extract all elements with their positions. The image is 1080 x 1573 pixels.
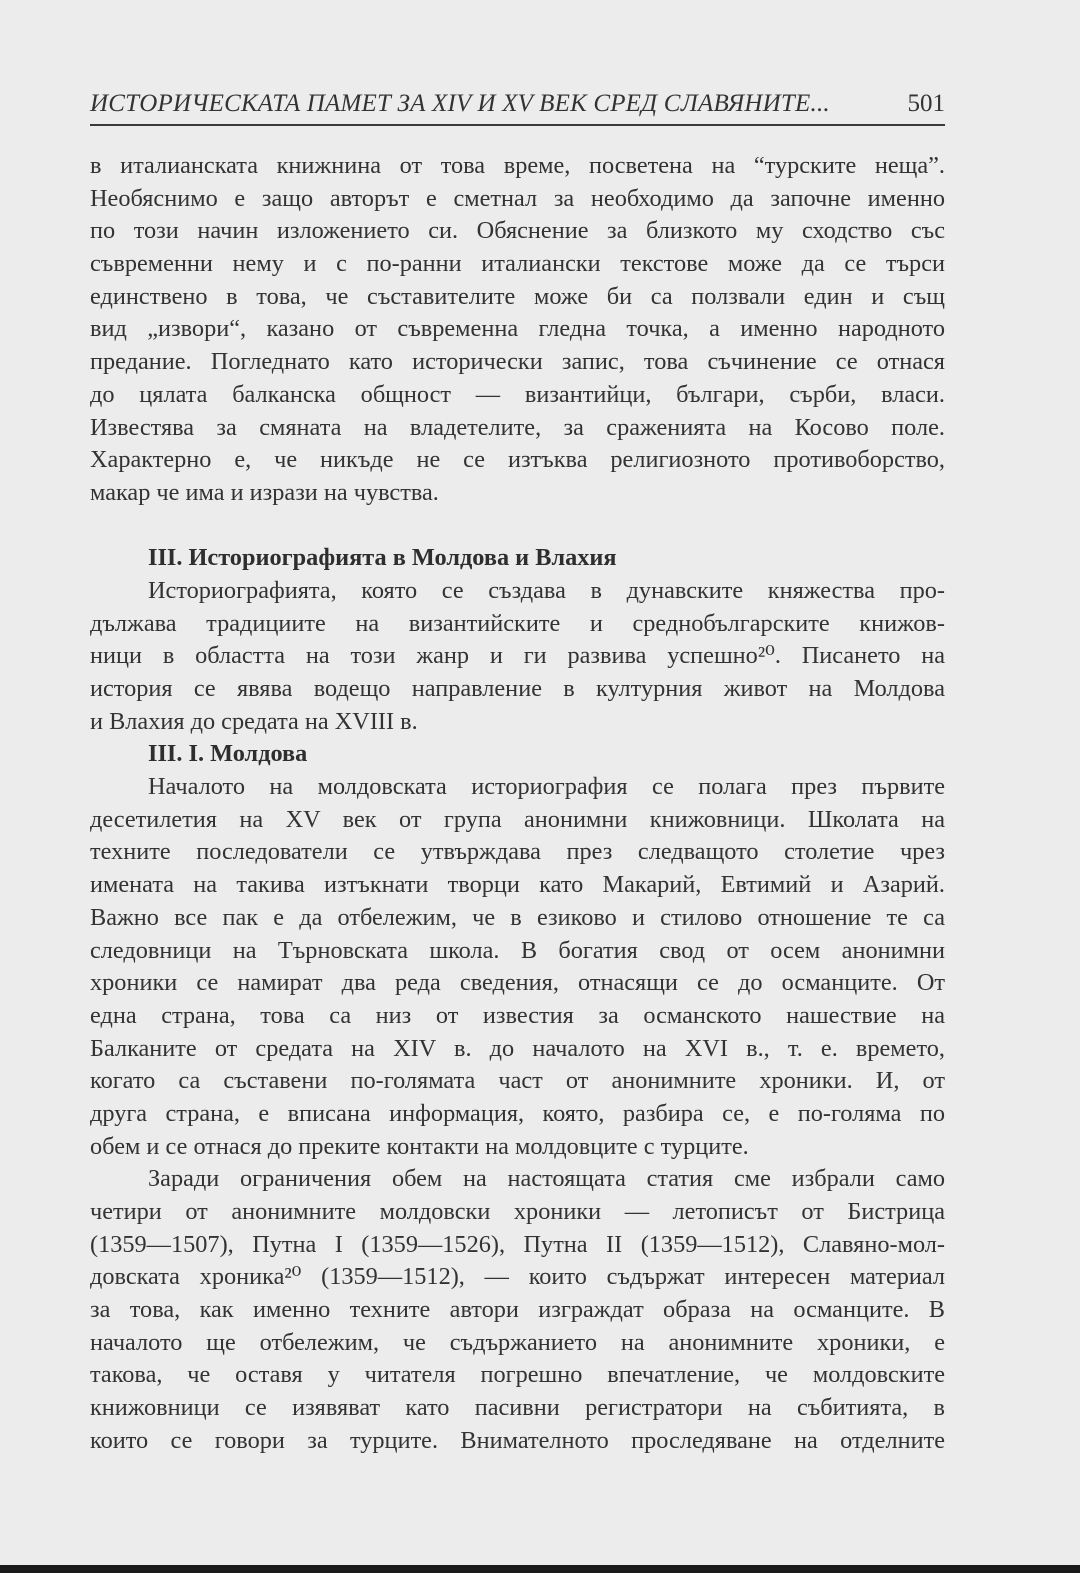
text-line: ници в областта на този жанр и ги развива успешно²⁰. Писането на [90, 642, 945, 670]
text-line: Известява за смяната на владетелите, за сраженията на Косово поле. [90, 413, 945, 441]
paragraph-4 [90, 1163, 945, 1457]
text-line: такова, че оставя у читателя погрешно впечатление, че молдовските [90, 1361, 945, 1389]
text-line: обем и се отнася до преките контакти на молдовците с турците. [90, 1132, 749, 1160]
text-line: Характерно е, че никъде не се изтъква религиозното противоборство, [90, 446, 945, 474]
paragraph-3 [90, 771, 945, 1163]
text-line: в италианската книжнина от това време, посветена на “турските неща”. [90, 152, 945, 179]
page-number: 501 [907, 90, 945, 117]
text-line: началото ще отбележим, че съдържанието на анонимните хроники, е [90, 1328, 945, 1356]
text-line: вид „извори“, казано от съвременна гледна точка, а именно народното [90, 315, 945, 343]
text-line: една страна, това са низ от известия за османското нашествие на [90, 1001, 945, 1029]
text-line: Заради ограничения обем на настоящата статия сме избрали само [148, 1165, 945, 1193]
paragraph-gap [90, 510, 945, 543]
text-line: дължава традициите на византийските и среднобългарските книжов- [90, 609, 945, 637]
text-line: Историографията, която се създава в дунавските княжества про- [148, 576, 945, 604]
text-line: хроники се намират два реда сведения, отнасящи се до османците. От [90, 969, 945, 997]
text-line: следовници на Търновската школа. В богатия свод от осем анонимни [90, 936, 945, 964]
text-line: (1359—1507), Путна I (1359—1526), Путна II (1359—1512), Славяно-мол- [90, 1230, 945, 1258]
text-line: история се явява водещо направление в културния живот на Молдова [90, 675, 945, 702]
text-line: и Влахия до средата на XVIII в. [90, 707, 418, 735]
paragraph-1 [90, 150, 945, 510]
text-line: четири от анонимните молдовски хроники — летописът от Бистрица [90, 1198, 945, 1225]
text-line: друга страна, е вписана информация, която, разбира се, е по-голяма по [90, 1099, 945, 1127]
text-line: книжовници се изявяват като пасивни регистратори на събитията, в [90, 1394, 945, 1422]
text-line: техните последователи се утвърждава през следващото столетие чрез [90, 838, 945, 866]
text-line: предание. Погледнато като исторически запис, това съчинение се отнася [90, 348, 945, 376]
text-line: до цялата балканска общност — византийци, българи, сърби, власи. [90, 380, 945, 408]
paragraph-2 [90, 575, 945, 738]
subsection-heading: III. I. Молдова [148, 740, 308, 768]
text-line: макар че има и изрази на чувства. [90, 478, 439, 506]
text-line: десетилетия на XV век от група анонимни книжовници. Школата на [90, 805, 945, 833]
running-title: ИСТОРИЧЕСКАТА ПАМЕТ ЗА XIV И XV ВЕК СРЕД СЛАВЯНИТЕ... [90, 90, 830, 117]
text-line: единствено в това, че съставителите може би са ползвали един и същ [90, 282, 945, 310]
page-body [90, 150, 945, 1458]
text-line: Важно все пак е да отбележим, че в езиково и стилово отношение те са [90, 903, 945, 931]
text-line: по този начин изложението си. Обяснение за близкото му сходство със [90, 217, 945, 245]
text-line: съвременни нему и с по-ранни италиански текстове може да се търси [90, 250, 945, 278]
running-header [90, 86, 945, 126]
text-line: които се говори за турците. Внимателното проследяване на отделните [90, 1426, 945, 1454]
section-heading: III. Историографията в Молдова и Влахия [148, 544, 617, 572]
text-line: имената на такива изтъкнати творци като Макарий, Евтимий и Азарий. [90, 871, 945, 899]
text-line: за това, как именно техните автори изграждат образа на османците. В [90, 1296, 945, 1324]
text-line: Необяснимо е защо авторът е сметнал за необходимо да започне именно [90, 184, 945, 212]
text-line: когато са съставени по-голямата част от анонимните хроники. И, от [90, 1067, 945, 1095]
text-line: довската хроника²⁰ (1359—1512), — които съдържат интересен материал [90, 1263, 945, 1291]
text-line: Началото на молдовската историография се полага през първите [148, 773, 945, 801]
text-line: Балканите от средата на XIV в. до началото на XVI в., т. е. времето, [90, 1034, 945, 1062]
scan-bottom-edge [0, 1565, 1080, 1573]
